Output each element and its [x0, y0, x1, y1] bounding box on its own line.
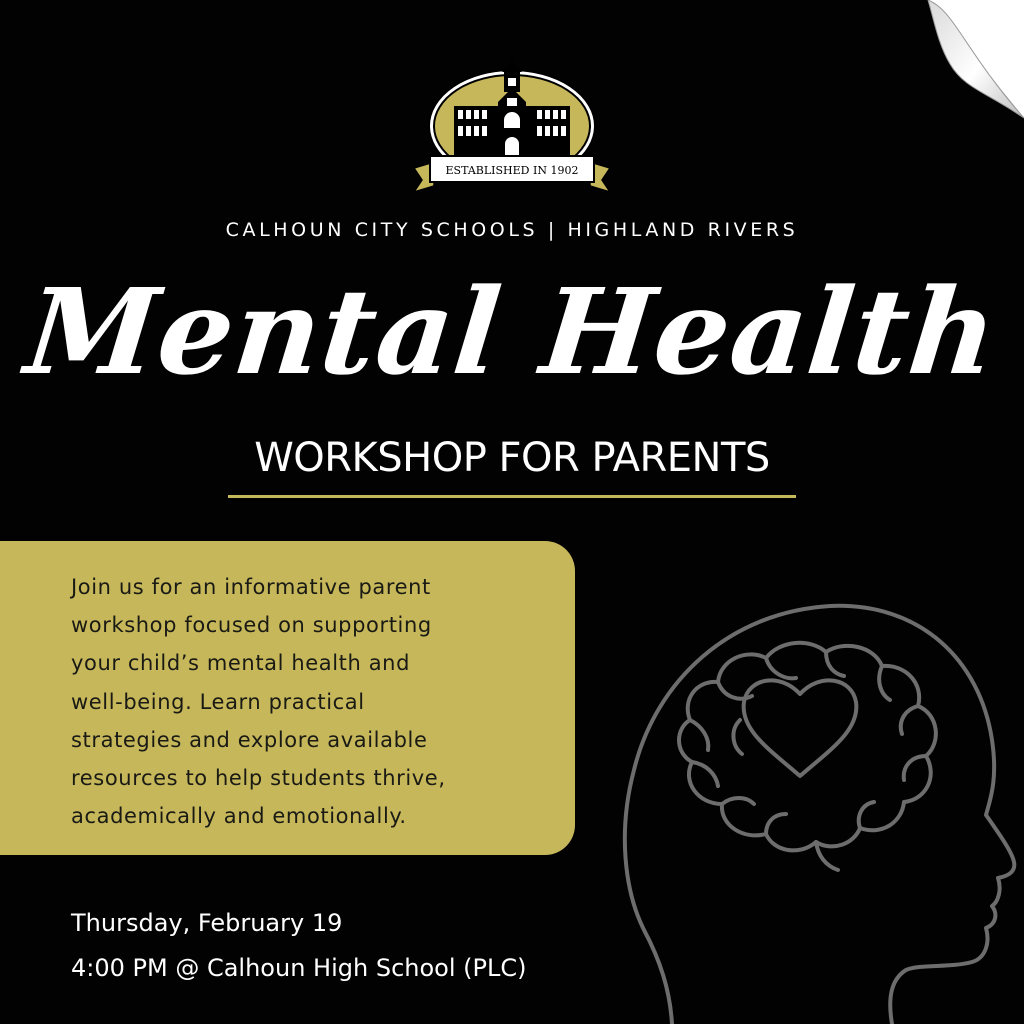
divider — [228, 495, 796, 498]
info-line: your child’s mental health and — [71, 651, 410, 676]
page-title: Mental Health — [19, 262, 1005, 401]
info-line: well-being. Learn practical — [71, 689, 365, 714]
info-line: workshop focused on supporting — [71, 613, 432, 638]
school-logo — [406, 58, 618, 198]
info-text — [71, 568, 571, 835]
event-time-location: 4:00 PM @ Calhoun High School (PLC) — [71, 954, 527, 982]
organization-line: CALHOUN CITY SCHOOLS | HIGHLAND RIVERS — [225, 219, 799, 241]
page-subtitle: WORKSHOP FOR PARENTS — [254, 435, 770, 481]
info-line: academically and emotionally. — [71, 804, 407, 829]
info-line: resources to help students thrive, — [71, 766, 446, 791]
page-curl-corner — [924, 0, 1024, 120]
logo-banner-text: ESTABLISHED IN 1902 — [445, 164, 579, 177]
head-with-brain-and-heart-icon — [620, 590, 1024, 1024]
info-line: strategies and explore available — [71, 727, 428, 752]
event-date: Thursday, February 19 — [71, 909, 343, 937]
info-line: Join us for an informative parent — [71, 575, 431, 599]
